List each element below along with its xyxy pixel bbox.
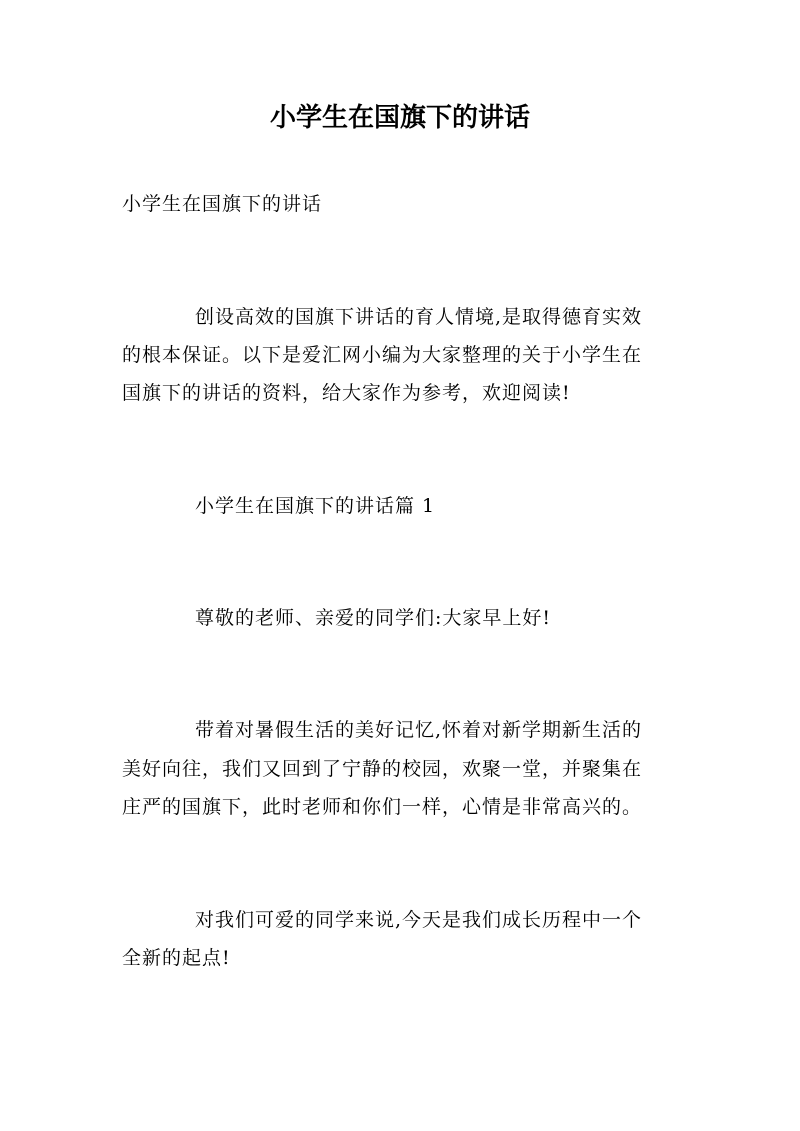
para2-line-1: 对我们可爱的同学来说,今天是我们成长历程中一个 (195, 909, 643, 931)
para1-line-2: 美好向往，我们又回到了宁静的校园，欢聚一堂，并聚集在 (122, 758, 643, 780)
section-heading: 小学生在国旗下的讲话篇 1 (195, 495, 436, 517)
greeting-line: 尊敬的老师、亲爱的同学们:大家早上好! (195, 607, 552, 629)
document-subtitle: 小学生在国旗下的讲话 (122, 193, 323, 215)
intro-line-1: 创设高效的国旗下讲话的育人情境,是取得德育实效 (195, 306, 643, 328)
intro-line-2: 的根本保证。以下是爱汇网小编为大家整理的关于小学生在 (122, 344, 643, 366)
document-title: 小学生在国旗下的讲话 (269, 103, 530, 133)
para2-line-2: 全新的起点! (122, 947, 231, 969)
para1-line-3: 庄严的国旗下，此时老师和你们一样，心情是非常高兴的。 (122, 796, 643, 818)
intro-line-3: 国旗下的讲话的资料，给大家作为参考，欢迎阅读! (122, 382, 571, 404)
para1-line-1: 带着对暑假生活的美好记忆,怀着对新学期新生活的 (195, 719, 643, 741)
